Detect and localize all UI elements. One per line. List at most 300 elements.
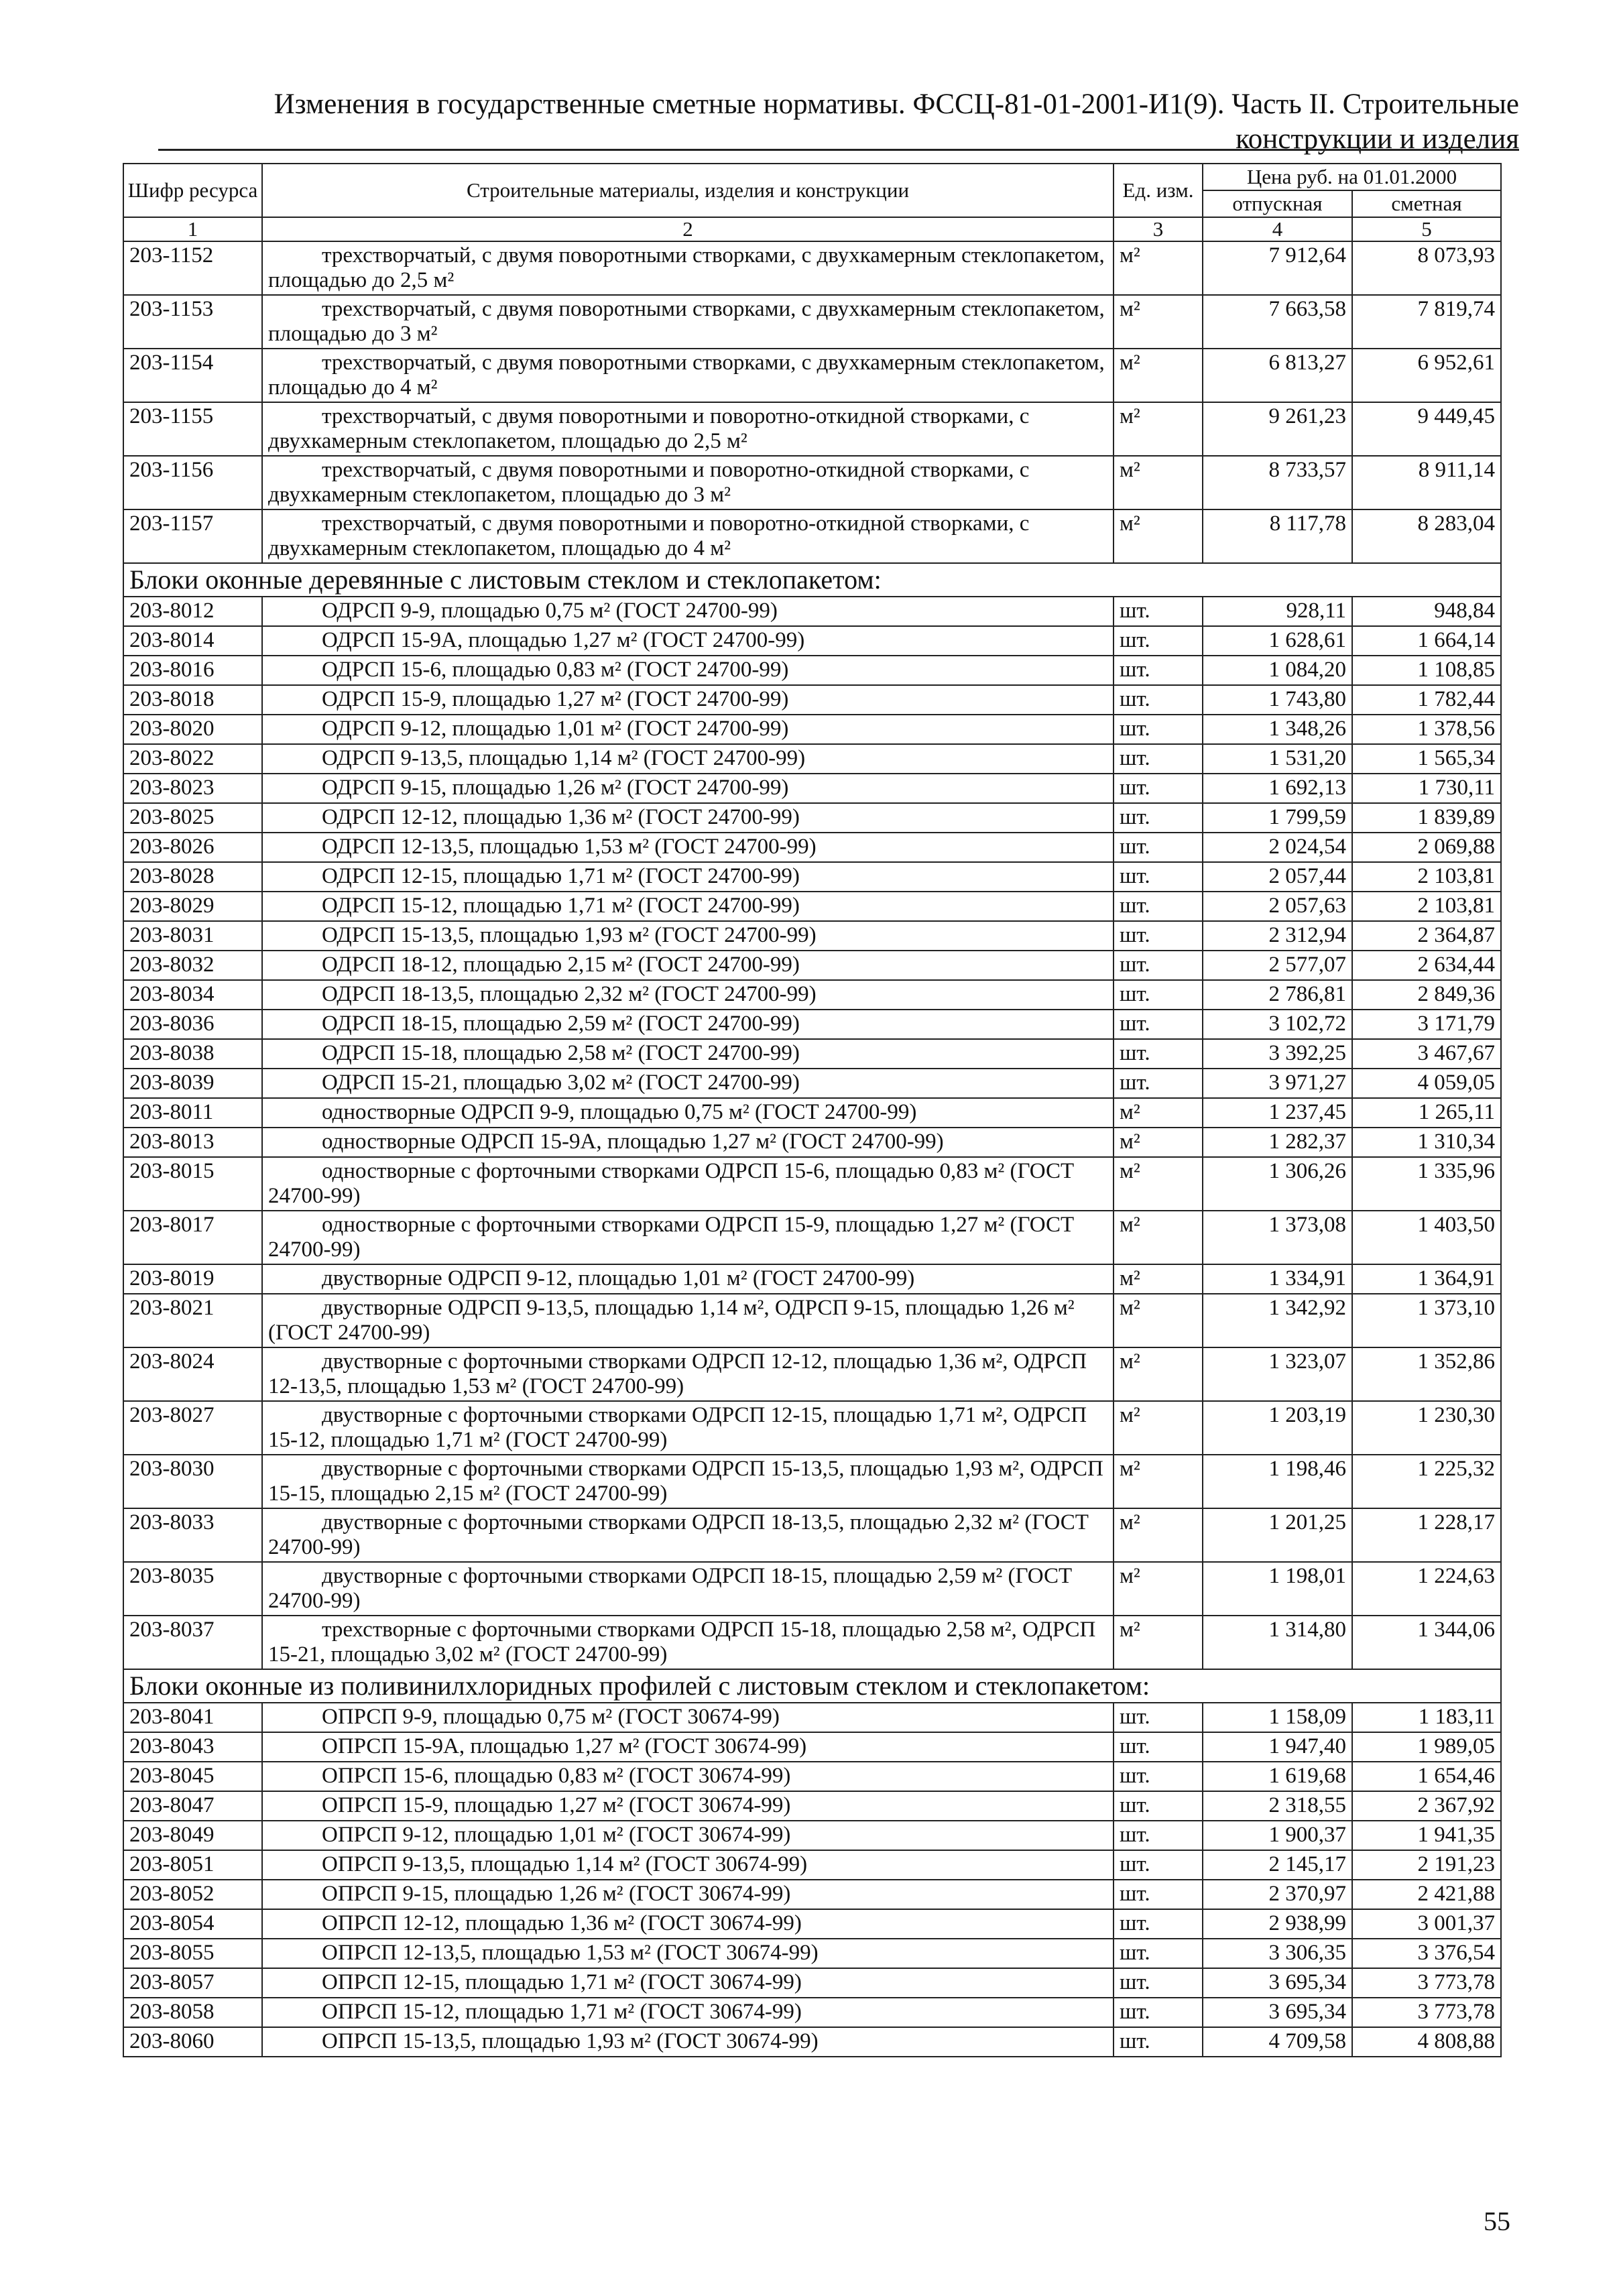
release-price: 2 057,63	[1203, 892, 1352, 921]
estimate-price: 2 421,88	[1352, 1880, 1501, 1909]
table-row	[123, 597, 1501, 626]
unit: шт.	[1114, 980, 1203, 1010]
table-row	[123, 1880, 1501, 1909]
resource-code: 203-8034	[123, 980, 262, 1010]
material-name: ОПРСП 12-12, площадью 1,36 м² (ГОСТ 30674-99)	[262, 1909, 1114, 1939]
unit: шт.	[1114, 1968, 1203, 1998]
material-name: ОДРСП 15-9А, площадью 1,27 м² (ГОСТ 24700-99)	[262, 626, 1114, 656]
unit: шт.	[1114, 921, 1203, 951]
estimate-price: 3 001,37	[1352, 1909, 1501, 1939]
material-name: ОДРСП 15-6, площадью 0,83 м² (ГОСТ 24700-99)	[262, 656, 1114, 685]
col-header-release: отпускная	[1203, 190, 1352, 217]
resource-code: 203-1157	[123, 509, 262, 563]
material-name: ОПРСП 15-6, площадью 0,83 м² (ГОСТ 30674-99)	[262, 1762, 1114, 1791]
resource-code: 203-1152	[123, 241, 262, 295]
estimate-price: 2 367,92	[1352, 1791, 1501, 1821]
unit: шт.	[1114, 1703, 1203, 1732]
unit: м²	[1114, 1128, 1203, 1157]
estimate-price: 1 108,85	[1352, 656, 1501, 685]
release-price: 8 117,78	[1203, 509, 1352, 563]
unit: м²	[1114, 1455, 1203, 1508]
col-number: 4	[1203, 217, 1352, 241]
unit: шт.	[1114, 862, 1203, 892]
material-name: двустворные с форточными створками ОДРСП 18-13,5, площадью 2,32 м² (ГОСТ 24700-99)	[262, 1508, 1114, 1562]
material-name: двустворные с форточными створками ОДРСП 18-15, площадью 2,59 м² (ГОСТ 24700-99)	[262, 1562, 1114, 1616]
material-name: трехстворные с форточными створками ОДРСП 15-18, площадью 2,58 м², ОДРСП 15-21, площадью 3,02 м² (ГОСТ 24700-99)	[262, 1616, 1114, 1669]
release-price: 2 024,54	[1203, 833, 1352, 862]
release-price: 1 947,40	[1203, 1732, 1352, 1762]
unit: шт.	[1114, 656, 1203, 685]
resource-code: 203-8020	[123, 715, 262, 744]
resource-code: 203-8054	[123, 1909, 262, 1939]
release-price: 2 370,97	[1203, 1880, 1352, 1909]
estimate-price: 2 634,44	[1352, 951, 1501, 980]
table-row	[123, 656, 1501, 685]
estimate-price: 8 283,04	[1352, 509, 1501, 563]
estimate-price: 948,84	[1352, 597, 1501, 626]
material-name: одностворные ОДРСП 9-9, площадью 0,75 м² (ГОСТ 24700-99)	[262, 1098, 1114, 1128]
unit: шт.	[1114, 833, 1203, 862]
estimate-price: 1 403,50	[1352, 1211, 1501, 1264]
estimate-price: 3 376,54	[1352, 1939, 1501, 1968]
release-price: 3 102,72	[1203, 1010, 1352, 1039]
release-price: 3 306,35	[1203, 1939, 1352, 1968]
estimate-price: 1 228,17	[1352, 1508, 1501, 1562]
resource-code: 203-8015	[123, 1157, 262, 1211]
unit: шт.	[1114, 1909, 1203, 1939]
table-row	[123, 1616, 1501, 1669]
material-name: трехстворчатый, с двумя поворотными створками, с двухкамерным стеклопакетом, площадью до 3 м²	[262, 295, 1114, 349]
resource-code: 203-1154	[123, 349, 262, 402]
estimate-price: 1 230,30	[1352, 1401, 1501, 1455]
unit: шт.	[1114, 892, 1203, 921]
release-price: 1 373,08	[1203, 1211, 1352, 1264]
unit: шт.	[1114, 1010, 1203, 1039]
release-price: 1 531,20	[1203, 744, 1352, 774]
table-row	[123, 1157, 1501, 1211]
release-price: 1 282,37	[1203, 1128, 1352, 1157]
unit: шт.	[1114, 1791, 1203, 1821]
table-row	[123, 951, 1501, 980]
table-row	[123, 1909, 1501, 1939]
table-row	[123, 456, 1501, 509]
table-row	[123, 921, 1501, 951]
estimate-price: 1 225,32	[1352, 1455, 1501, 1508]
material-name: ОПРСП 9-13,5, площадью 1,14 м² (ГОСТ 30674-99)	[262, 1850, 1114, 1880]
unit: м²	[1114, 456, 1203, 509]
table-row	[123, 862, 1501, 892]
release-price: 2 312,94	[1203, 921, 1352, 951]
material-name: ОДРСП 15-21, площадью 3,02 м² (ГОСТ 24700-99)	[262, 1069, 1114, 1098]
table-row	[123, 1039, 1501, 1069]
estimate-price: 2 069,88	[1352, 833, 1501, 862]
table-row	[123, 1998, 1501, 2027]
material-name: ОДРСП 12-13,5, площадью 1,53 м² (ГОСТ 24700-99)	[262, 833, 1114, 862]
estimate-price: 1 310,34	[1352, 1128, 1501, 1157]
unit: шт.	[1114, 1880, 1203, 1909]
estimate-price: 3 773,78	[1352, 1998, 1501, 2027]
unit: м²	[1114, 1616, 1203, 1669]
page-number: 55	[1484, 2206, 1510, 2236]
unit: м²	[1114, 1508, 1203, 1562]
resource-code: 203-8052	[123, 1880, 262, 1909]
header-rule	[158, 149, 1519, 151]
unit: м²	[1114, 509, 1203, 563]
unit: м²	[1114, 1211, 1203, 1264]
release-price: 1 203,19	[1203, 1401, 1352, 1455]
release-price: 2 145,17	[1203, 1850, 1352, 1880]
table-row	[123, 509, 1501, 563]
release-price: 1 323,07	[1203, 1347, 1352, 1401]
table-row	[123, 1294, 1501, 1347]
resource-code: 203-8060	[123, 2027, 262, 2057]
release-price: 1 198,46	[1203, 1455, 1352, 1508]
estimate-price: 8 073,93	[1352, 241, 1501, 295]
unit: м²	[1114, 1157, 1203, 1211]
unit: шт.	[1114, 1762, 1203, 1791]
col-number: 1	[123, 217, 262, 241]
resource-code: 203-8047	[123, 1791, 262, 1821]
resource-code: 203-8029	[123, 892, 262, 921]
resource-code: 203-8033	[123, 1508, 262, 1562]
table-row	[123, 1762, 1501, 1791]
material-name: двустворные с форточными створками ОДРСП 15-13,5, площадью 1,93 м², ОДРСП 15-15, площадью 2,15 м² (ГОСТ 24700-99)	[262, 1455, 1114, 1508]
unit: шт.	[1114, 803, 1203, 833]
material-name: ОДРСП 18-15, площадью 2,59 м² (ГОСТ 24700-99)	[262, 1010, 1114, 1039]
unit: м²	[1114, 1562, 1203, 1616]
release-price: 1 158,09	[1203, 1703, 1352, 1732]
estimate-price: 8 911,14	[1352, 456, 1501, 509]
estimate-price: 7 819,74	[1352, 295, 1501, 349]
section-title: Блоки оконные деревянные с листовым стеклом и стеклопакетом:	[123, 563, 1501, 597]
material-name: ОДРСП 15-12, площадью 1,71 м² (ГОСТ 24700-99)	[262, 892, 1114, 921]
material-name: ОПРСП 12-15, площадью 1,71 м² (ГОСТ 30674-99)	[262, 1968, 1114, 1998]
unit: шт.	[1114, 1998, 1203, 2027]
section-title: Блоки оконные из поливинилхлоридных профилей с листовым стеклом и стеклопакетом:	[123, 1669, 1501, 1703]
estimate-price: 1 664,14	[1352, 626, 1501, 656]
release-price: 7 912,64	[1203, 241, 1352, 295]
table-row	[123, 1821, 1501, 1850]
resource-code: 203-8017	[123, 1211, 262, 1264]
release-price: 8 733,57	[1203, 456, 1352, 509]
resource-code: 203-8037	[123, 1616, 262, 1669]
release-price: 2 318,55	[1203, 1791, 1352, 1821]
material-name: ОДРСП 18-13,5, площадью 2,32 м² (ГОСТ 24700-99)	[262, 980, 1114, 1010]
release-price: 1 334,91	[1203, 1264, 1352, 1294]
estimate-price: 1 378,56	[1352, 715, 1501, 744]
estimate-price: 1 782,44	[1352, 685, 1501, 715]
estimate-price: 1 183,11	[1352, 1703, 1501, 1732]
table-row	[123, 1939, 1501, 1968]
unit: шт.	[1114, 685, 1203, 715]
estimate-price: 1 265,11	[1352, 1098, 1501, 1128]
estimate-price: 6 952,61	[1352, 349, 1501, 402]
material-name: ОПРСП 9-9, площадью 0,75 м² (ГОСТ 30674-99)	[262, 1703, 1114, 1732]
release-price: 9 261,23	[1203, 402, 1352, 456]
material-name: ОДРСП 9-12, площадью 1,01 м² (ГОСТ 24700-99)	[262, 715, 1114, 744]
resource-code: 203-8041	[123, 1703, 262, 1732]
release-price: 7 663,58	[1203, 295, 1352, 349]
unit: шт.	[1114, 951, 1203, 980]
table-row	[123, 1455, 1501, 1508]
material-name: ОПРСП 9-12, площадью 1,01 м² (ГОСТ 30674-99)	[262, 1821, 1114, 1850]
unit: шт.	[1114, 1039, 1203, 1069]
material-name: ОДРСП 9-9, площадью 0,75 м² (ГОСТ 24700-99)	[262, 597, 1114, 626]
resource-code: 203-8019	[123, 1264, 262, 1294]
resource-code: 203-8023	[123, 774, 262, 803]
resource-code: 203-8030	[123, 1455, 262, 1508]
material-name: трехстворчатый, с двумя поворотными створками, с двухкамерным стеклопакетом, площадью до 2,5 м²	[262, 241, 1114, 295]
price-table	[123, 163, 1502, 2057]
col-number: 3	[1114, 217, 1203, 241]
release-price: 1 314,80	[1203, 1616, 1352, 1669]
resource-code: 203-8039	[123, 1069, 262, 1098]
estimate-price: 2 103,81	[1352, 892, 1501, 921]
material-name: одностворные с форточными створками ОДРСП 15-6, площадью 0,83 м² (ГОСТ 24700-99)	[262, 1157, 1114, 1211]
estimate-price: 1 730,11	[1352, 774, 1501, 803]
table-row	[123, 1401, 1501, 1455]
material-name: двустворные ОДРСП 9-13,5, площадью 1,14 м², ОДРСП 9-15, площадью 1,26 м² (ГОСТ 24700-99)	[262, 1294, 1114, 1347]
unit: шт.	[1114, 1821, 1203, 1850]
resource-code: 203-8036	[123, 1010, 262, 1039]
release-price: 1 342,92	[1203, 1294, 1352, 1347]
resource-code: 203-8051	[123, 1850, 262, 1880]
resource-code: 203-8011	[123, 1098, 262, 1128]
resource-code: 203-8026	[123, 833, 262, 862]
material-name: трехстворчатый, с двумя поворотными створками, с двухкамерным стеклопакетом, площадью до 4 м²	[262, 349, 1114, 402]
estimate-price: 1 654,46	[1352, 1762, 1501, 1791]
release-price: 2 057,44	[1203, 862, 1352, 892]
resource-code: 203-8055	[123, 1939, 262, 1968]
table-row	[123, 402, 1501, 456]
resource-code: 203-8012	[123, 597, 262, 626]
table-row	[123, 2027, 1501, 2057]
release-price: 3 971,27	[1203, 1069, 1352, 1098]
release-price: 6 813,27	[1203, 349, 1352, 402]
estimate-price: 4 059,05	[1352, 1069, 1501, 1098]
material-name: ОПРСП 15-12, площадью 1,71 м² (ГОСТ 30674-99)	[262, 1998, 1114, 2027]
table-row	[123, 1562, 1501, 1616]
release-price: 3 695,34	[1203, 1998, 1352, 2027]
material-name: ОПРСП 9-15, площадью 1,26 м² (ГОСТ 30674-99)	[262, 1880, 1114, 1909]
col-header-unit: Ед. изм.	[1114, 164, 1203, 217]
unit: шт.	[1114, 1069, 1203, 1098]
table-row	[123, 1968, 1501, 1998]
table-row	[123, 892, 1501, 921]
release-price: 1 619,68	[1203, 1762, 1352, 1791]
release-price: 3 695,34	[1203, 1968, 1352, 1998]
table-row	[123, 685, 1501, 715]
material-name: ОДРСП 9-15, площадью 1,26 м² (ГОСТ 24700-99)	[262, 774, 1114, 803]
resource-code: 203-8049	[123, 1821, 262, 1850]
unit: м²	[1114, 1347, 1203, 1401]
table-row	[123, 715, 1501, 744]
estimate-price: 2 849,36	[1352, 980, 1501, 1010]
material-name: ОДРСП 15-13,5, площадью 1,93 м² (ГОСТ 24700-99)	[262, 921, 1114, 951]
resource-code: 203-8045	[123, 1762, 262, 1791]
release-price: 1 084,20	[1203, 656, 1352, 685]
material-name: ОПРСП 12-13,5, площадью 1,53 м² (ГОСТ 30674-99)	[262, 1939, 1114, 1968]
material-name: одностворные с форточными створками ОДРСП 15-9, площадью 1,27 м² (ГОСТ 24700-99)	[262, 1211, 1114, 1264]
estimate-price: 2 103,81	[1352, 862, 1501, 892]
table-row	[123, 1069, 1501, 1098]
release-price: 1 743,80	[1203, 685, 1352, 715]
resource-code: 203-8022	[123, 744, 262, 774]
table-row	[123, 774, 1501, 803]
table-row	[123, 1098, 1501, 1128]
material-name: двустворные с форточными створками ОДРСП 12-15, площадью 1,71 м², ОДРСП 15-12, площадью 1,71 м² (ГОСТ 24700-99)	[262, 1401, 1114, 1455]
resource-code: 203-1155	[123, 402, 262, 456]
unit: м²	[1114, 402, 1203, 456]
estimate-price: 1 344,06	[1352, 1616, 1501, 1669]
resource-code: 203-8016	[123, 656, 262, 685]
estimate-price: 1 224,63	[1352, 1562, 1501, 1616]
section-row	[123, 563, 1501, 597]
unit: шт.	[1114, 626, 1203, 656]
unit: м²	[1114, 1401, 1203, 1455]
material-name: ОПРСП 15-9А, площадью 1,27 м² (ГОСТ 30674-99)	[262, 1732, 1114, 1762]
release-price: 1 237,45	[1203, 1098, 1352, 1128]
table-row	[123, 1347, 1501, 1401]
material-name: трехстворчатый, с двумя поворотными и поворотно-откидной створками, с двухкамерным стеклопакетом, площадью до 2,5 м²	[262, 402, 1114, 456]
resource-code: 203-8035	[123, 1562, 262, 1616]
release-price: 1 201,25	[1203, 1508, 1352, 1562]
table-body	[123, 241, 1501, 2057]
table-row	[123, 295, 1501, 349]
estimate-price: 9 449,45	[1352, 402, 1501, 456]
material-name: ОДРСП 18-12, площадью 2,15 м² (ГОСТ 24700-99)	[262, 951, 1114, 980]
unit: м²	[1114, 349, 1203, 402]
estimate-price: 3 467,67	[1352, 1039, 1501, 1069]
estimate-price: 3 773,78	[1352, 1968, 1501, 1998]
estimate-price: 1 364,91	[1352, 1264, 1501, 1294]
table-row	[123, 833, 1501, 862]
release-price: 2 577,07	[1203, 951, 1352, 980]
resource-code: 203-8024	[123, 1347, 262, 1401]
release-price: 1 628,61	[1203, 626, 1352, 656]
col-header-name: Строительные материалы, изделия и конструкции	[262, 164, 1114, 217]
unit: шт.	[1114, 1732, 1203, 1762]
material-name: ОПРСП 15-13,5, площадью 1,93 м² (ГОСТ 30674-99)	[262, 2027, 1114, 2057]
table-row	[123, 626, 1501, 656]
estimate-price: 1 352,86	[1352, 1347, 1501, 1401]
unit: шт.	[1114, 1850, 1203, 1880]
col-header-price: Цена руб. на 01.01.2000	[1203, 164, 1501, 190]
estimate-price: 1 989,05	[1352, 1732, 1501, 1762]
col-header-code: Шифр ресурса	[123, 164, 262, 217]
unit: м²	[1114, 295, 1203, 349]
material-name: ОДРСП 12-12, площадью 1,36 м² (ГОСТ 24700-99)	[262, 803, 1114, 833]
table-row	[123, 1264, 1501, 1294]
resource-code: 203-8031	[123, 921, 262, 951]
resource-code: 203-8018	[123, 685, 262, 715]
table-row	[123, 980, 1501, 1010]
unit: м²	[1114, 1264, 1203, 1294]
material-name: двустворные ОДРСП 9-12, площадью 1,01 м² (ГОСТ 24700-99)	[262, 1264, 1114, 1294]
resource-code: 203-8013	[123, 1128, 262, 1157]
table-row	[123, 349, 1501, 402]
release-price: 1 348,26	[1203, 715, 1352, 744]
table-row	[123, 744, 1501, 774]
estimate-price: 1 839,89	[1352, 803, 1501, 833]
material-name: ОПРСП 15-9, площадью 1,27 м² (ГОСТ 30674-99)	[262, 1791, 1114, 1821]
estimate-price: 1 373,10	[1352, 1294, 1501, 1347]
col-number: 2	[262, 217, 1114, 241]
release-price: 1 306,26	[1203, 1157, 1352, 1211]
resource-code: 203-8014	[123, 626, 262, 656]
unit: шт.	[1114, 597, 1203, 626]
unit: м²	[1114, 241, 1203, 295]
material-name: двустворные с форточными створками ОДРСП 12-12, площадью 1,36 м², ОДРСП 12-13,5, площадью 1,53 м² (ГОСТ 24700-99)	[262, 1347, 1114, 1401]
table-row	[123, 1732, 1501, 1762]
unit: шт.	[1114, 1939, 1203, 1968]
col-number: 5	[1352, 217, 1501, 241]
estimate-price: 1 335,96	[1352, 1157, 1501, 1211]
resource-code: 203-8032	[123, 951, 262, 980]
release-price: 1 799,59	[1203, 803, 1352, 833]
resource-code: 203-8057	[123, 1968, 262, 1998]
material-name: ОДРСП 15-18, площадью 2,58 м² (ГОСТ 24700-99)	[262, 1039, 1114, 1069]
estimate-price: 3 171,79	[1352, 1010, 1501, 1039]
resource-code: 203-8021	[123, 1294, 262, 1347]
material-name: трехстворчатый, с двумя поворотными и поворотно-откидной створками, с двухкамерным стеклопакетом, площадью до 3 м²	[262, 456, 1114, 509]
table-row	[123, 1128, 1501, 1157]
table-row	[123, 1211, 1501, 1264]
unit: шт.	[1114, 744, 1203, 774]
release-price: 3 392,25	[1203, 1039, 1352, 1069]
section-row	[123, 1669, 1501, 1703]
resource-code: 203-1156	[123, 456, 262, 509]
material-name: ОДРСП 12-15, площадью 1,71 м² (ГОСТ 24700-99)	[262, 862, 1114, 892]
estimate-price: 2 191,23	[1352, 1850, 1501, 1880]
table-row	[123, 1010, 1501, 1039]
col-header-estimate: сметная	[1352, 190, 1501, 217]
unit: шт.	[1114, 2027, 1203, 2057]
table-row	[123, 1791, 1501, 1821]
resource-code: 203-8038	[123, 1039, 262, 1069]
table-row	[123, 1703, 1501, 1732]
material-name: ОДРСП 15-9, площадью 1,27 м² (ГОСТ 24700-99)	[262, 685, 1114, 715]
resource-code: 203-8027	[123, 1401, 262, 1455]
release-price: 2 786,81	[1203, 980, 1352, 1010]
table-row	[123, 1850, 1501, 1880]
estimate-price: 1 565,34	[1352, 744, 1501, 774]
estimate-price: 1 941,35	[1352, 1821, 1501, 1850]
resource-code: 203-8043	[123, 1732, 262, 1762]
resource-code: 203-1153	[123, 295, 262, 349]
material-name: ОДРСП 9-13,5, площадью 1,14 м² (ГОСТ 24700-99)	[262, 744, 1114, 774]
release-price: 1 692,13	[1203, 774, 1352, 803]
release-price: 4 709,58	[1203, 2027, 1352, 2057]
estimate-price: 4 808,88	[1352, 2027, 1501, 2057]
estimate-price: 2 364,87	[1352, 921, 1501, 951]
material-name: одностворные ОДРСП 15-9А, площадью 1,27 м² (ГОСТ 24700-99)	[262, 1128, 1114, 1157]
release-price: 1 198,01	[1203, 1562, 1352, 1616]
material-name: трехстворчатый, с двумя поворотными и поворотно-откидной створками, с двухкамерным стеклопакетом, площадью до 4 м²	[262, 509, 1114, 563]
page-header-title: Изменения в государственные сметные нормативы. ФССЦ-81-01-2001-И1(9). Часть II. Строительные конструкции и изделия	[274, 88, 1519, 155]
unit: шт.	[1114, 715, 1203, 744]
resource-code: 203-8028	[123, 862, 262, 892]
unit: м²	[1114, 1294, 1203, 1347]
unit: м²	[1114, 1098, 1203, 1128]
resource-code: 203-8058	[123, 1998, 262, 2027]
table-row	[123, 803, 1501, 833]
table-row	[123, 1508, 1501, 1562]
release-price: 928,11	[1203, 597, 1352, 626]
unit: шт.	[1114, 774, 1203, 803]
table-row	[123, 241, 1501, 295]
resource-code: 203-8025	[123, 803, 262, 833]
